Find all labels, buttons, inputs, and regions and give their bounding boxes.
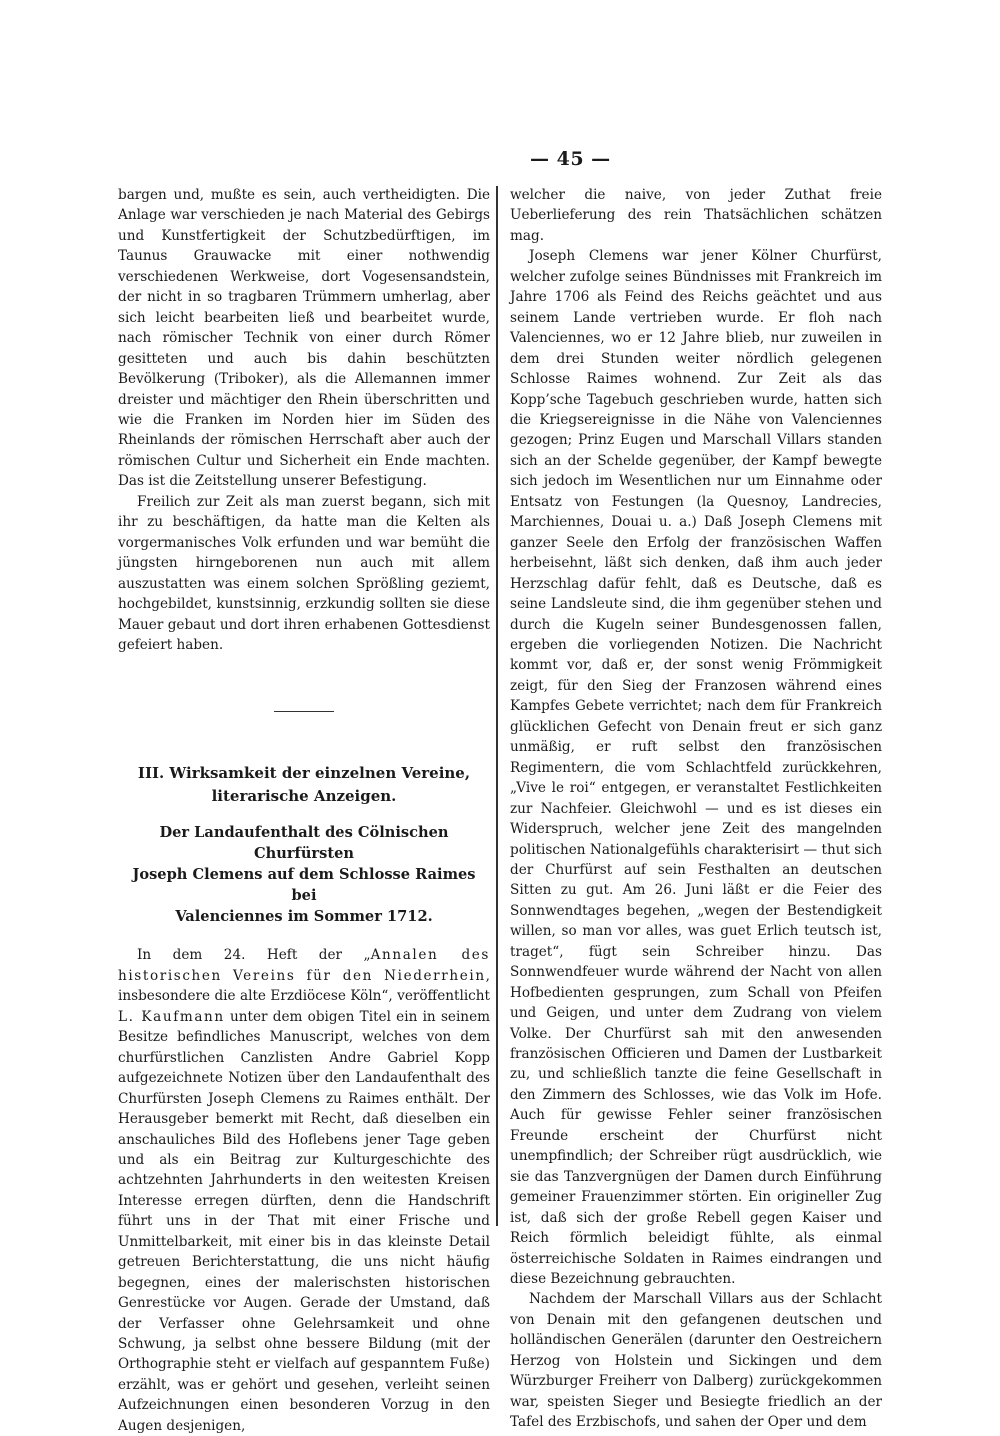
article-title-line: Joseph Clemens auf dem Schlosse Raimes bei — [132, 866, 476, 905]
article-title-line: Valenciennes im Sommer 1712. — [175, 908, 433, 926]
author-name: L. Kaufmann — [118, 1008, 225, 1025]
text-run: unter dem obigen Titel ein in seinem Besitze befindliches Manuscript, welches von dem churfürstlichen Canzlisten Andre Gabriel Kopp aufgezeichnete Notizen über den Landaufenthalt des Churfürsten Joseph Clemens zu Raimes enthält. Der Herausgeber bemerkt mit Recht, daß dieselben ein anschauliches Bild des Hoflebens jener Tage geben und als ein Beitrag zur Kulturgeschichte des achtzehnten Jahrhunderts in den weitesten Kreisen Interesse erregen dürften, denn die Handschrift führt uns in der That mit einer Frische und Unmittelbarkeit, mit einer bis in das kleinste Detail getreuen Berichterstattung, die uns nicht häufig begegnen, eines der malerischsten historischen Genrestücke vor Augen. Gerade der Umstand, daß der Verfasser ohne Gelehrsamkeit und ohne Schwung, ja selbst ohne bessere Bildung (mit der Orthographie steht er vielfach auf gespanntem Fuße) erzählt, was er gehört und gesehen, verleiht seinen Aufzeichnungen einen besonderen Vorzug in den Augen desjenigen, — [118, 1008, 490, 1434]
article-title — [118, 822, 490, 927]
paragraph: welcher die naive, von jeder Zuthat freie Ueberlieferung des rein Thatsächlichen schätzen mag. — [510, 187, 882, 244]
article-title-line: Der Landaufenthalt des Cölnischen Churfürsten — [159, 824, 449, 863]
section-heading-line: literarische Anzeigen. — [211, 787, 397, 806]
section-heading-line: III. Wirksamkeit der einzelnen Vereine, — [137, 764, 471, 783]
right-column — [510, 185, 882, 1433]
paragraph — [118, 945, 490, 1436]
left-column — [118, 185, 490, 1436]
journal-title: Annalen des historischen Vereins für den Niederrhein — [118, 947, 490, 984]
paragraph: Joseph Clemens war jener Kölner Churfürst, welcher zufolge seines Bündnisses mit Frankreich im Jahre 1706 als Feind des Reichs geächtet und aus seinem Lande vertrieben wurde. Er floh nach Valenciennes, wo er 12 Jahre blieb, nur zuweilen in dem drei Stunden weiter nördlich gelegenen Schlosse Raimes wohnend. Zur Zeit als das Kopp’sche Tagebuch geschrieben wurde, hatten sich die Kriegsereignisse in die Nähe von Valenciennes gezogen; Prinz Eugen und Marschall Villars standen sich an der Schelde gegenüber, der Kampf bewegte sich jedoch im Wesentlichen nur um Einnahme oder Entsatz von Festungen (la Quesnoy, Landrecies, Marchiennes, Douai u. a.) Daß Joseph Clemens mit ganzer Seele den Erfolg der französischen Waffen herbeisehnt, läßt sich denken, daß ihm auch jeder Herzschlag dafür fehlt, daß es Deutsche, daß es seine Landsleute sind, die ihm gegenüber stehen und durch die Kugeln seiner Bundesgenossen fallen, ergeben die vorliegenden Notizen. Die Nachricht kommt vor, daß er, der sonst wenig Frömmigkeit zeigt, für den Sieg der Franzosen während eines Kampfes Gebete verrichtet; nach dem für Frankreich glücklichen Gefecht von Denain freut er sich ganz unmäßig, er ruft selbst den französischen Regimentern, die vom Schlachtfeld zurückkehren, „Vive le roi“ entgegen, er veranstaltet Festlichkeiten zur Nachfeier. Gleichwohl — und es ist dieses ein Widerspruch, welcher jene Zeit des mangelnden politischen Nationalgefühls charakterisirt — thut sich der Churfürst auf sein Festhalten an deutschen Sitten zu gut. Am 26. Juni läßt er die Feier des Sonnwendtages begehen, „wegen der Bestendigkeit willen, so man vor alles, was guet Erlich teutsch ist, traget“, fügt sein Schreiber hinzu. Das Sonnwendfeuer wurde während der Nacht von allen Hofbedienten gesprungen, zum Schall von Pfeifen und Geigen, und unter dem Zudrang von vielem Volke. Der Churfürst sah mit den anwesenden französischen Officieren und Damen der Lustbarkeit zu, und schließlich tanzte die feine Gesellschaft in den Zimmern des Schlosses, wie das Volk im Hofe. Auch für gewisse Fehler seiner französischen Freunde erscheint der Churfürst nicht unempfindlich; der Schreiber rügt ausdrücklich, wie sie das Tanzvergnügen der Damen durch Einführung gemeiner Frauenzimmer störten. Ein origineller Zug ist, daß sich der große Rebell gegen Kaiser und Reich förmlich beleidigt fühlte, als einmal österreichische Soldaten in Raimes eindrangen und diese Bezeichnung gebrauchten. — [510, 248, 882, 1288]
section-heading — [118, 762, 490, 808]
paragraph: Freilich zur Zeit als man zuerst begann, sich mit ihr zu beschäftigen, da hatte man die Kelten als vorgermanisches Volk erfunden und war bemüht die jüngsten hirngeborenen nun auch mit allem auszustatten was einem solchen Sprößling geziemt, hochgebildet, kunstsinnig, erzkundig sollten sie diese Mauer gebaut und dort ihren erhabenen Gottesdienst gefeiert haben. — [118, 493, 490, 653]
section-separator — [274, 711, 334, 712]
paragraph: Nachdem der Marschall Villars aus der Schlacht von Denain mit den gefangenen deutschen und holländischen Generälen (darunter den Oestreichern Herzog von Holstein und Sickingen und dem Würzburger Freiherr von Dalberg) zurückgekommen war, speisten Sieger und Besiegte friedlich an der Tafel des Erzbischofs, und sahen der Oper und dem — [510, 1291, 882, 1431]
column-divider — [496, 186, 498, 1226]
paragraph: bargen und, mußte es sein, auch vertheidigten. Die Anlage war verschieden je nach Material des Gebirgs und Kunstfertigkeit der Schutzbedürftigen, im Taunus Grauwacke mit einer nothwendig verschiedenen Werkweise, dort Vogesensandstein, der nicht in so tragbaren Trümmern umherlag, aber sich leicht bearbeiten ließ und bearbeitet wurde, nach römischer Technik von einer durch Römer gesitteten und auch bis dahin beschützten Bevölkerung (Triboker), als die Allemannen immer dreister und mächtiger den Rhein überschritten und wie die Franken im Norden hier im Süden des Rheinlands der römischen Herrschaft aber auch der römischen Cultur und Sicherheit ein Ende machten. Das ist die Zeitstellung unserer Befestigung. — [118, 187, 490, 490]
page-number: — 45 — — [530, 148, 611, 170]
text-run: , insbesondere die alte Erzdiöcese Köln“, veröffentlicht — [118, 967, 490, 1005]
text-run: In dem 24. Heft der „ — [137, 947, 371, 964]
